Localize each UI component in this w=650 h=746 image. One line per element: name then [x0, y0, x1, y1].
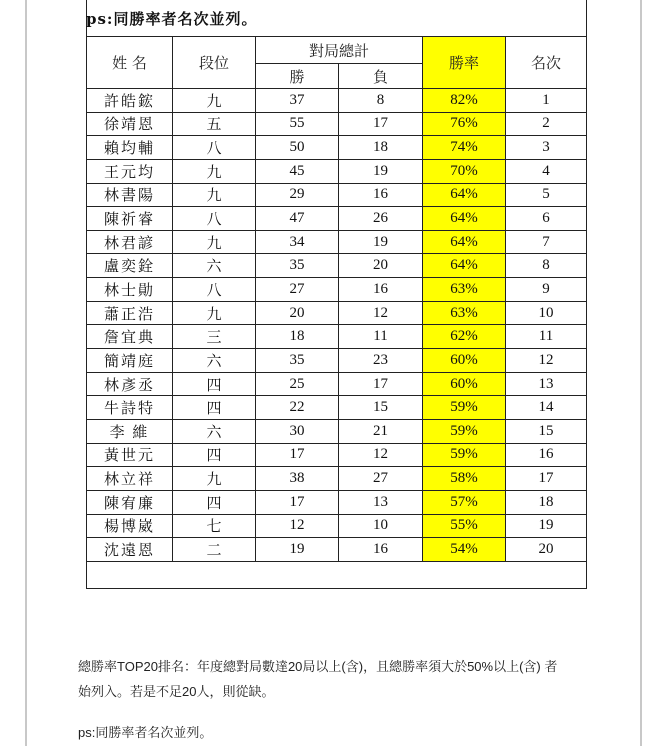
cell-name: 盧奕銓 [87, 254, 173, 278]
table-row [87, 301, 587, 325]
cell-rank: 九 [173, 230, 256, 254]
cell-wins: 29 [256, 183, 339, 207]
cell-wins: 34 [256, 230, 339, 254]
cell-wins: 30 [256, 419, 339, 443]
cell-wins: 20 [256, 301, 339, 325]
cell-wins: 12 [256, 514, 339, 538]
cell-position: 8 [506, 254, 587, 278]
cell-wins: 17 [256, 443, 339, 467]
header-position: 名次 [506, 37, 587, 89]
cell-win-rate: 64% [423, 254, 506, 278]
cell-win-rate: 54% [423, 538, 506, 562]
note-line-3: ps:同勝率者名次並列。 [78, 725, 213, 740]
cell-position: 20 [506, 538, 587, 562]
cell-name: 林立祥 [87, 467, 173, 491]
cell-position: 11 [506, 325, 587, 349]
cell-losses: 19 [339, 230, 423, 254]
cell-losses: 16 [339, 278, 423, 302]
cell-losses: 27 [339, 467, 423, 491]
cell-position: 9 [506, 278, 587, 302]
table-row [87, 396, 587, 420]
table-row [87, 230, 587, 254]
table-caption: ps:同勝率者名次並列。 [86, 10, 258, 28]
cell-name: 陳祈睿 [87, 207, 173, 231]
cell-losses: 20 [339, 254, 423, 278]
cell-position: 6 [506, 207, 587, 231]
cell-wins: 37 [256, 89, 339, 113]
cell-losses: 11 [339, 325, 423, 349]
cell-rank: 九 [173, 467, 256, 491]
cell-win-rate: 58% [423, 467, 506, 491]
cell-losses: 12 [339, 301, 423, 325]
cell-rank: 六 [173, 419, 256, 443]
table-row [87, 183, 587, 207]
header-win-rate: 勝率 [423, 37, 506, 89]
cell-win-rate: 60% [423, 372, 506, 396]
cell-position: 18 [506, 490, 587, 514]
table-row [87, 419, 587, 443]
cell-win-rate: 70% [423, 159, 506, 183]
cell-wins: 25 [256, 372, 339, 396]
cell-win-rate: 57% [423, 490, 506, 514]
cell-rank: 八 [173, 278, 256, 302]
table-row [87, 349, 587, 373]
table-row [87, 538, 587, 562]
page-right-border [640, 0, 642, 746]
cell-rank: 九 [173, 159, 256, 183]
table-row [87, 254, 587, 278]
cell-position: 13 [506, 372, 587, 396]
cell-name: 林君諺 [87, 230, 173, 254]
cell-wins: 27 [256, 278, 339, 302]
cell-position: 16 [506, 443, 587, 467]
table-row [87, 372, 587, 396]
cell-win-rate: 76% [423, 112, 506, 136]
cell-losses: 26 [339, 207, 423, 231]
cell-name: 許皓鋐 [87, 89, 173, 113]
cell-wins: 45 [256, 159, 339, 183]
table-row [87, 490, 587, 514]
cell-name: 蕭正浩 [87, 301, 173, 325]
cell-win-rate: 59% [423, 396, 506, 420]
cell-wins: 38 [256, 467, 339, 491]
cell-losses: 23 [339, 349, 423, 373]
cell-name: 林書陽 [87, 183, 173, 207]
cell-rank: 八 [173, 207, 256, 231]
cell-losses: 17 [339, 372, 423, 396]
cell-rank: 四 [173, 443, 256, 467]
win-rate-ranking-table [86, 36, 587, 562]
table-row [87, 207, 587, 231]
cell-position: 15 [506, 419, 587, 443]
table-row [87, 467, 587, 491]
cell-position: 10 [506, 301, 587, 325]
cell-position: 1 [506, 89, 587, 113]
cell-win-rate: 59% [423, 419, 506, 443]
cell-losses: 19 [339, 159, 423, 183]
note-line-2: 始列入。若是不足20人，則從缺。 [78, 684, 275, 699]
cell-name: 牛詩特 [87, 396, 173, 420]
cell-losses: 8 [339, 89, 423, 113]
cell-name: 簡靖庭 [87, 349, 173, 373]
table-row [87, 89, 587, 113]
cell-name: 王元均 [87, 159, 173, 183]
cell-name: 楊博崴 [87, 514, 173, 538]
cell-rank: 六 [173, 349, 256, 373]
cell-wins: 17 [256, 490, 339, 514]
cell-win-rate: 82% [423, 89, 506, 113]
cell-rank: 四 [173, 490, 256, 514]
cell-name: 黃世元 [87, 443, 173, 467]
table-row [87, 159, 587, 183]
cell-win-rate: 62% [423, 325, 506, 349]
cell-losses: 18 [339, 136, 423, 160]
header-record-group: 對局總計 [256, 37, 423, 64]
header-rank: 段位 [173, 37, 256, 89]
cell-losses: 21 [339, 419, 423, 443]
cell-position: 7 [506, 230, 587, 254]
cell-losses: 12 [339, 443, 423, 467]
table-row [87, 136, 587, 160]
cell-rank: 七 [173, 514, 256, 538]
cell-name: 李 維 [87, 419, 173, 443]
header-losses: 負 [339, 64, 423, 89]
cell-win-rate: 63% [423, 278, 506, 302]
cell-win-rate: 64% [423, 207, 506, 231]
cell-losses: 10 [339, 514, 423, 538]
cell-name: 林彥丞 [87, 372, 173, 396]
cell-rank: 九 [173, 301, 256, 325]
cell-wins: 22 [256, 396, 339, 420]
table-row [87, 112, 587, 136]
cell-name: 詹宜典 [87, 325, 173, 349]
cell-win-rate: 63% [423, 301, 506, 325]
cell-rank: 八 [173, 136, 256, 160]
cell-losses: 16 [339, 538, 423, 562]
cell-losses: 13 [339, 490, 423, 514]
cell-wins: 19 [256, 538, 339, 562]
cell-win-rate: 64% [423, 183, 506, 207]
cell-position: 12 [506, 349, 587, 373]
cell-rank: 九 [173, 89, 256, 113]
cell-losses: 16 [339, 183, 423, 207]
cell-position: 2 [506, 112, 587, 136]
cell-name: 林士勛 [87, 278, 173, 302]
cell-win-rate: 60% [423, 349, 506, 373]
cell-wins: 35 [256, 349, 339, 373]
cell-rank: 五 [173, 112, 256, 136]
cell-win-rate: 55% [423, 514, 506, 538]
header-wins: 勝 [256, 64, 339, 89]
cell-position: 19 [506, 514, 587, 538]
cell-win-rate: 74% [423, 136, 506, 160]
header-name: 姓 名 [87, 37, 173, 89]
cell-name: 徐靖恩 [87, 112, 173, 136]
cell-position: 14 [506, 396, 587, 420]
cell-rank: 二 [173, 538, 256, 562]
cell-losses: 17 [339, 112, 423, 136]
table-body [87, 89, 587, 562]
cell-position: 4 [506, 159, 587, 183]
cell-wins: 35 [256, 254, 339, 278]
cell-rank: 六 [173, 254, 256, 278]
table-row [87, 443, 587, 467]
cell-position: 3 [506, 136, 587, 160]
cell-wins: 18 [256, 325, 339, 349]
cell-rank: 四 [173, 372, 256, 396]
cell-position: 5 [506, 183, 587, 207]
cell-name: 賴均輔 [87, 136, 173, 160]
cell-wins: 50 [256, 136, 339, 160]
table-row [87, 325, 587, 349]
cell-name: 沈遠恩 [87, 538, 173, 562]
cell-rank: 三 [173, 325, 256, 349]
cell-rank: 四 [173, 396, 256, 420]
cell-position: 17 [506, 467, 587, 491]
cell-wins: 47 [256, 207, 339, 231]
cell-wins: 55 [256, 112, 339, 136]
page-left-border [25, 0, 27, 746]
cell-win-rate: 59% [423, 443, 506, 467]
cell-win-rate: 64% [423, 230, 506, 254]
note-line-1: 總勝率TOP20排名：年度總對局數達20局以上(含)，且總勝率須大於50%以上(含) 者 [78, 659, 558, 674]
cell-name: 陳宥廉 [87, 490, 173, 514]
table-row [87, 514, 587, 538]
cell-losses: 15 [339, 396, 423, 420]
table-row [87, 278, 587, 302]
cell-rank: 九 [173, 183, 256, 207]
